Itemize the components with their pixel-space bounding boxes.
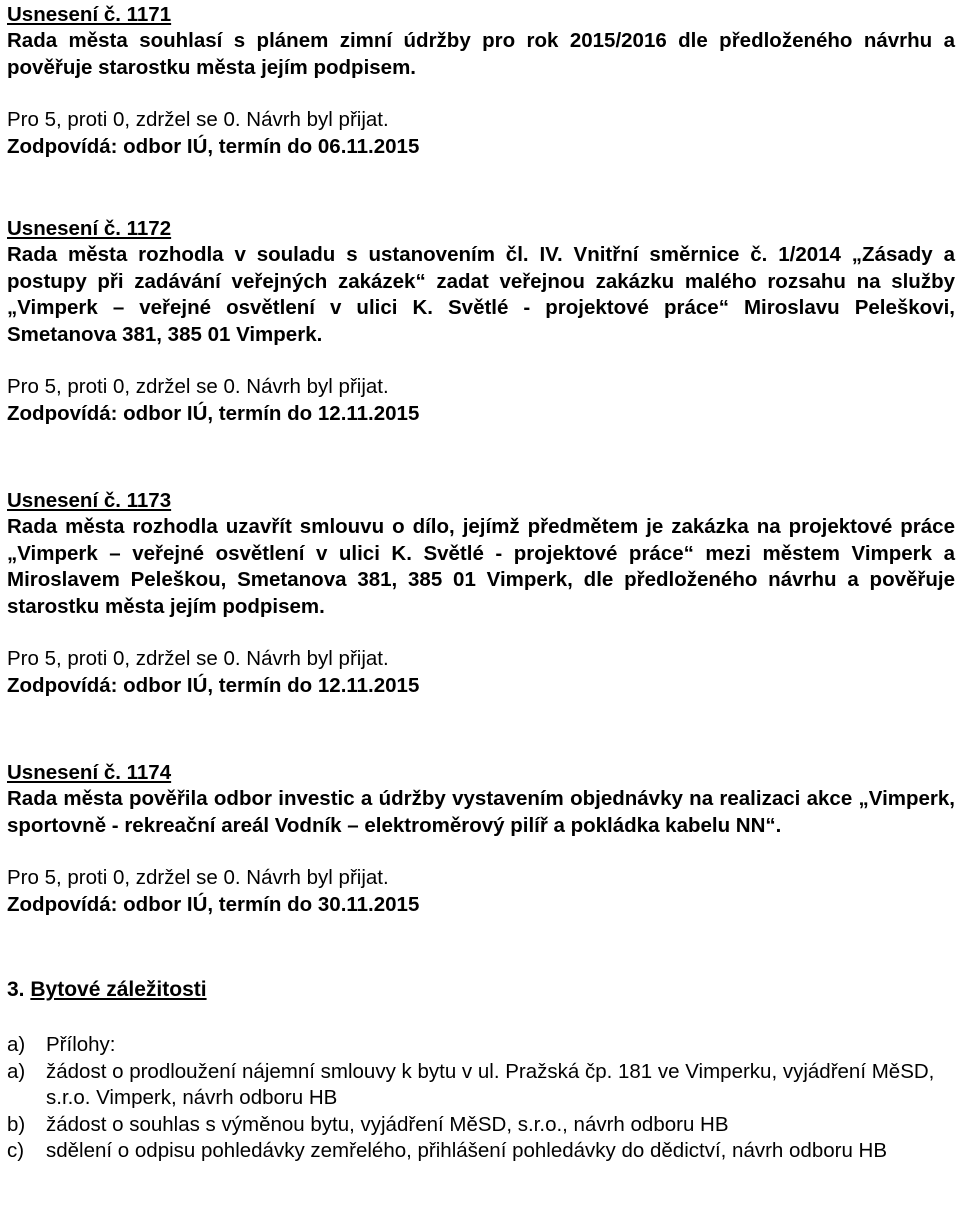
section-name: Bytové záležitosti	[30, 978, 207, 1001]
list-marker: a)	[7, 1059, 26, 1083]
list-item	[7, 1032, 955, 1059]
list-item	[7, 1059, 955, 1112]
resolution-1171	[7, 2, 955, 160]
responsibility-line: Zodpovídá: odbor IÚ, termín do 30.11.2015	[7, 892, 420, 916]
vote-result: Pro 5, proti 0, zdržel se 0. Návrh byl přijat.	[7, 866, 389, 889]
resolution-text: Rada města pověřila odbor investic a údržby vystavením objednávky na realizaci akce „Vimperk, sportovně - rekreační areál Vodník – elektroměrový pilíř a pokládka kabelu NN“.	[7, 787, 955, 837]
resolution-text: Rada města souhlasí s plánem zimní údržby pro rok 2015/2016 dle předloženého návrhu a pověřuje starostku města jejím podpisem.	[7, 29, 955, 79]
list-item	[7, 1112, 955, 1139]
attachment-list	[7, 1032, 955, 1165]
responsibility-line: Zodpovídá: odbor IÚ, termín do 12.11.2015	[7, 673, 420, 697]
list-marker: a)	[7, 1033, 26, 1056]
list-item	[7, 1138, 955, 1165]
resolution-1172	[7, 216, 955, 427]
section-number: 3.	[7, 978, 25, 1001]
vote-result: Pro 5, proti 0, zdržel se 0. Návrh byl přijat.	[7, 108, 389, 131]
list-marker: c)	[7, 1139, 25, 1162]
responsibility-line: Zodpovídá: odbor IÚ, termín do 06.11.2015	[7, 134, 420, 158]
resolution-title: Usnesení č. 1171	[7, 3, 172, 26]
list-item-text: Přílohy:	[46, 1033, 116, 1056]
vote-result: Pro 5, proti 0, zdržel se 0. Návrh byl přijat.	[7, 647, 389, 670]
list-item-text: sdělení o odpisu pohledávky zemřelého, přihlášení pohledávky do dědictví, návrh odboru HB	[46, 1139, 888, 1162]
resolution-text: Rada města rozhodla uzavřít smlouvu o dílo, jejímž předmětem je zakázka na projektové práce „Vimperk – veřejné osvětlení v ulici K. Světlé - projektové práce“ mezi městem Vimperk a Miroslavem Peleškou, Smetanova 381, 385 01 Vimperk, dle předloženého návrhu a pověřuje starostku města jejím podpisem.	[7, 515, 955, 618]
list-marker: b)	[7, 1112, 26, 1136]
vote-result: Pro 5, proti 0, zdržel se 0. Návrh byl přijat.	[7, 375, 389, 398]
resolution-title: Usnesení č. 1174	[7, 761, 172, 784]
document-page	[7, 0, 955, 1165]
resolution-1173	[7, 488, 955, 699]
resolution-text: Rada města rozhodla v souladu s ustanovením čl. IV. Vnitřní směrnice č. 1/2014 „Zásady a postupy při zadávání veřejných zakázek“ zadat veřejnou zakázku malého rozsahu na služby „Vimperk – veřejné osvětlení v ulici K. Světlé - projektové práce“ Miroslavu Peleškovi, Smetanova 381, 385 01 Vimperk.	[7, 243, 955, 346]
section-heading	[7, 976, 955, 1004]
list-item-text: žádost o prodloužení nájemní smlouvy k bytu v ul. Pražská čp. 181 ve Vimperku, vyjádření MěSD, s.r.o. Vimperk, návrh odboru HB	[46, 1059, 935, 1109]
resolution-title: Usnesení č. 1173	[7, 489, 172, 512]
resolution-1174	[7, 760, 955, 918]
responsibility-line: Zodpovídá: odbor IÚ, termín do 12.11.2015	[7, 401, 420, 425]
resolution-title: Usnesení č. 1172	[7, 217, 172, 240]
list-item-text: žádost o souhlas s výměnou bytu, vyjádření MěSD, s.r.o., návrh odboru HB	[46, 1112, 729, 1136]
